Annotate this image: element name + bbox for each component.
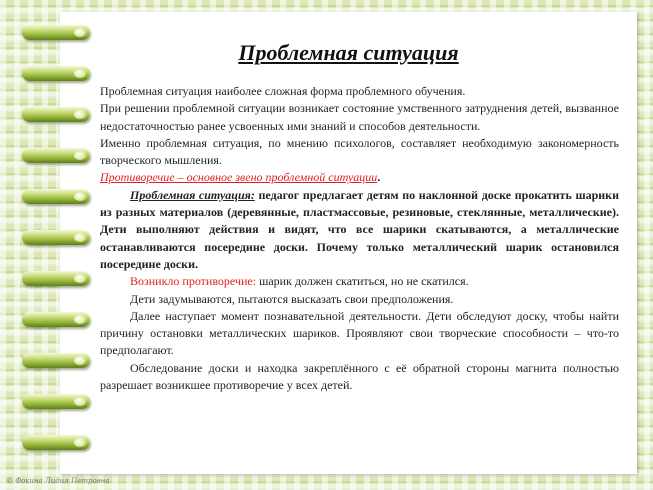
paragraph: [100, 169, 619, 186]
binder-ring: [22, 189, 90, 204]
paragraph: [100, 100, 619, 135]
contradiction-label: Возникло противоречие:: [130, 274, 257, 289]
binder-ring: [22, 312, 90, 327]
binder-ring: [22, 66, 90, 81]
paragraph: [100, 273, 619, 290]
author-credit: © Фокина Лидия Петровна: [6, 477, 110, 485]
slide-title: Проблемная ситуация: [238, 40, 459, 65]
paragraph-text: Проблемная ситуация наиболее сложная форма проблемного обучения.: [100, 84, 466, 98]
paragraph-text: шарик должен скатиться, но не скатился.: [256, 274, 469, 289]
paragraph: [100, 83, 619, 100]
binder-ring: [22, 107, 90, 122]
paragraph-text: .: [377, 170, 381, 185]
paragraph: [100, 360, 619, 395]
paragraph: [100, 308, 619, 360]
paragraph: [100, 291, 619, 308]
slide-body: [100, 83, 619, 394]
situation-label: Проблемная ситуация:: [130, 187, 255, 202]
binder-ring: [22, 25, 90, 40]
binder-ring: [22, 271, 90, 286]
paragraph-text: Именно проблемная ситуация, по мнению психологов, составляет необходимую закономерность творческого мышления.: [100, 135, 619, 168]
binder-ring: [22, 353, 90, 368]
paragraph: [100, 187, 619, 273]
binder-ring: [22, 230, 90, 245]
paragraph-text: При решении проблемной ситуации возникает состояние умственного затруднения детей, вызванное недостаточностью ранее усвоенных ими знаний и способов деятельности.: [100, 101, 619, 133]
paragraph-text: педагог предлагает детям по наклонной доске прокатить шарики из разных материалов (деревянные, пластмассовые, резиновые, стеклянные, металлические). Дети выполняют действия и видят, что все шарики скатываются, а металлические останавливаются посередине доски. Почему только металлический шарик остановился посередине доски.: [100, 187, 619, 271]
paragraph-text: Дети задумываются, пытаются высказать свои предположения.: [130, 291, 454, 306]
paragraph: [100, 135, 619, 170]
binder-ring: [22, 435, 90, 450]
contradiction-heading: Противоречие – основное звено проблемной ситуации: [100, 170, 378, 185]
paragraph-text: Обследование доски и находка закреплённого с её обратной стороны магнита полностью разрешает возникшее противоречие у всех детей.: [100, 360, 619, 393]
binder-ring: [22, 148, 90, 163]
paragraph-text: Далее наступает момент познавательной деятельности. Дети обследуют доску, чтобы найти причину остановки металлических шариков. Проявляют свои творческие способности – что-то предполагают.: [100, 308, 619, 358]
binder-ring: [22, 394, 90, 409]
